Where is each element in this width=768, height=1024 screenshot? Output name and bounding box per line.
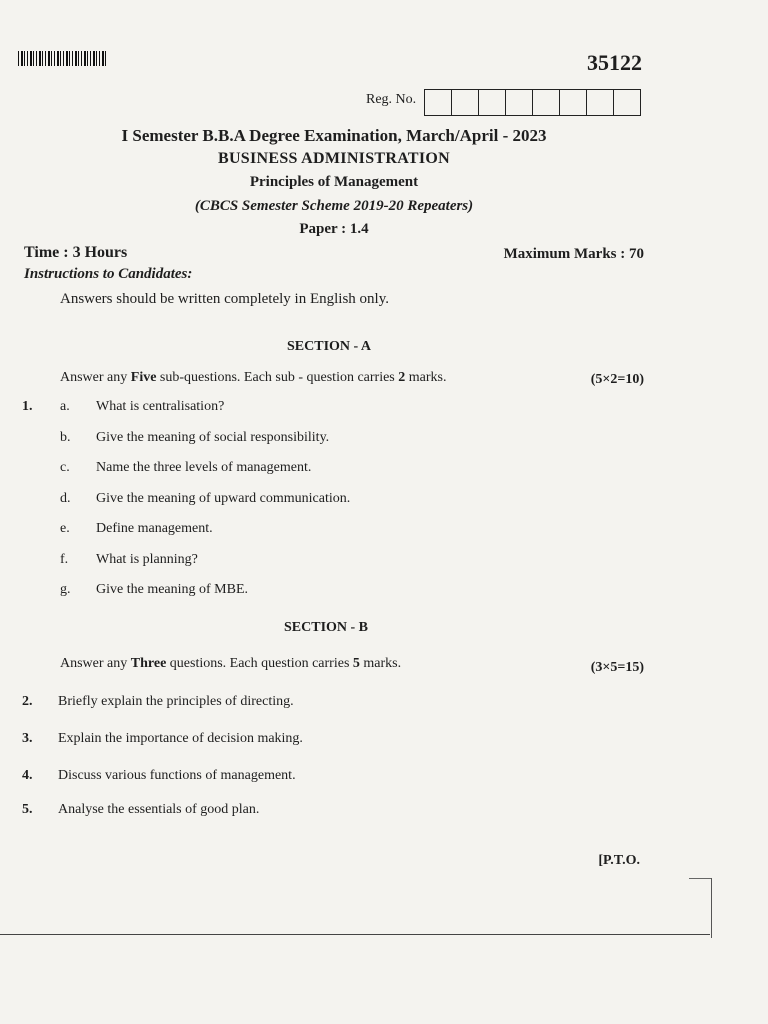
sub-question-letter: g. [60, 582, 71, 597]
reg-no-box [425, 90, 451, 115]
sub-question-text: What is planning? [96, 552, 198, 567]
reg-no-box [478, 90, 505, 115]
question-text: Briefly explain the principles of directing. [58, 694, 294, 709]
reg-no-box [559, 90, 586, 115]
reg-no-box [505, 90, 532, 115]
course-title: Principles of Management [249, 174, 419, 190]
reg-no-boxes [424, 89, 641, 116]
reg-no-box [532, 90, 559, 115]
sub-question-text: Give the meaning of MBE. [96, 582, 249, 597]
question-number: 2. [22, 694, 33, 709]
section-a-heading: SECTION - A [287, 339, 372, 354]
reg-no-label: Reg. No. [366, 92, 417, 107]
section-b-instruction: Answer any Three questions. Each question carries 5 marks. [60, 656, 402, 671]
question-text: Analyse the essentials of good plan. [58, 802, 260, 817]
sub-question-text: Name the three levels of management. [96, 460, 312, 475]
reg-no-box [586, 90, 613, 115]
barcode [18, 51, 106, 66]
sub-question-letter: b. [60, 430, 71, 445]
sub-question-text: What is centralisation? [96, 399, 225, 414]
sub-question-letter: f. [60, 552, 69, 567]
question-number: 3. [22, 731, 33, 746]
time-allowed: Time : 3 Hours [24, 244, 128, 261]
question-text: Discuss various functions of management. [58, 768, 296, 783]
question-number: 4. [22, 768, 33, 783]
sub-question-letter: d. [60, 491, 71, 506]
exam-title: I Semester B.B.A Degree Examination, March/April - 2023 [121, 126, 547, 145]
question-number: 1. [22, 399, 33, 414]
sub-question-letter: c. [60, 460, 70, 475]
page-corner-mark [689, 878, 712, 938]
reg-no-box [451, 90, 478, 115]
section-a-marks: (5×2=10) [590, 372, 644, 387]
scheme-title: (CBCS Semester Scheme 2019-20 Repeaters) [194, 198, 474, 214]
question-text: Explain the importance of decision making. [58, 731, 303, 746]
sub-question-text: Give the meaning of upward communication. [96, 491, 351, 506]
page-bottom-edge [0, 934, 710, 935]
instructions-text: Answers should be written completely in English only. [60, 291, 389, 307]
paper-number: Paper : 1.4 [299, 221, 369, 237]
section-a-instruction: Answer any Five sub-questions. Each sub - question carries 2 marks. [60, 370, 447, 385]
sub-question-text: Define management. [96, 521, 213, 536]
instructions-heading: Instructions to Candidates: [24, 266, 193, 282]
sub-question-letter: a. [60, 399, 70, 414]
maximum-marks: Maximum Marks : 70 [503, 246, 644, 262]
paper-code: 35122 [587, 50, 642, 75]
section-b-heading: SECTION - B [284, 620, 369, 635]
reg-no-box [613, 90, 640, 115]
subject-title: BUSINESS ADMINISTRATION [217, 150, 450, 167]
sub-question-text: Give the meaning of social responsibility. [96, 430, 330, 445]
pto-mark: [P.T.O. [598, 853, 640, 868]
question-number: 5. [22, 802, 33, 817]
section-b-marks: (3×5=15) [590, 660, 644, 675]
sub-question-letter: e. [60, 521, 70, 536]
